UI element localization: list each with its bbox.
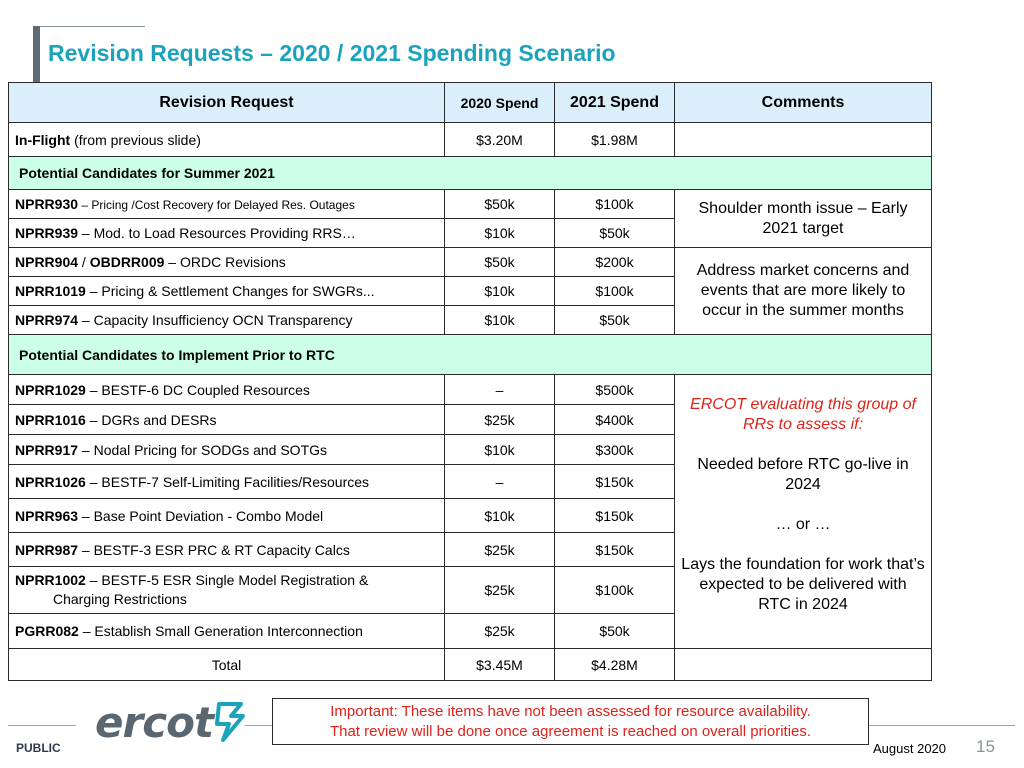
spend-2021: $200k — [555, 248, 675, 277]
spend-2021: $500k — [555, 375, 675, 405]
inflight-2020: $3.20M — [445, 123, 555, 157]
inflight-label: In-Flight — [15, 131, 71, 148]
total-2020: $3.45M — [445, 649, 555, 681]
comment-or: … or … — [775, 515, 831, 533]
rr-id: NPRR974 — [15, 312, 79, 328]
spend-2020: $10k — [445, 499, 555, 533]
comment-foundation: Lays the foundation for work that’s expected to be delivered with RTC in 2024 — [681, 555, 925, 613]
inflight-2021: $1.98M — [555, 123, 675, 157]
rr-id: NPRR939 — [15, 225, 79, 241]
comment-shoulder-month: Shoulder month issue – Early 2021 target — [675, 190, 932, 248]
header-2021-spend: 2021 Spend — [555, 83, 675, 123]
inflight-comment — [675, 123, 932, 157]
rr-desc: – Mod. to Load Resources Providing RRS… — [78, 225, 356, 241]
section-title: Potential Candidates for Summer 2021 — [9, 157, 932, 190]
rr-id: NPRR1026 — [15, 473, 86, 490]
page-title: Revision Requests – 2020 / 2021 Spending Scenario — [48, 40, 616, 66]
rr-id: NPRR904 — [15, 254, 79, 270]
page-number: 15 — [976, 737, 995, 756]
section-prior-to-rtc — [9, 335, 932, 375]
spend-2020: $10k — [445, 306, 555, 335]
spend-2020: $50k — [445, 248, 555, 277]
comment-rtc-group — [675, 375, 932, 649]
ercot-logo — [95, 697, 247, 747]
logo-wordmark: ercot — [95, 697, 214, 747]
spend-2021: $150k — [555, 465, 675, 499]
rr-id: PGRR082 — [15, 623, 79, 639]
total-label: Total — [9, 649, 445, 681]
rr-id: NPRR930 — [15, 196, 79, 212]
header-comments: Comments — [675, 83, 932, 123]
spend-2020: $10k — [445, 219, 555, 248]
rr-id: NPRR1029 — [15, 381, 86, 398]
spend-2021: $150k — [555, 499, 675, 533]
spend-2020: – — [445, 465, 555, 499]
title-accent-line — [40, 26, 145, 27]
rr-id: NPRR1016 — [15, 411, 86, 428]
spend-2020: – — [445, 375, 555, 405]
note-line-2: That review will be done once agreement is reached on overall priorities. — [329, 723, 812, 740]
table-row-inflight — [9, 123, 932, 157]
spend-2021: $50k — [555, 614, 675, 649]
comment-needed-before: Needed before RTC go-live in 2024 — [697, 455, 909, 493]
rr-desc: – Nodal Pricing for SODGs and SOTGs — [78, 441, 328, 458]
rr-desc-cont: Charging Restrictions — [53, 591, 187, 607]
rr-id: NPRR963 — [15, 507, 79, 524]
rr-desc: – Base Point Deviation - Combo Model — [78, 507, 324, 524]
spend-2021: $150k — [555, 533, 675, 567]
header-revision-request: Revision Request — [9, 83, 445, 123]
rr-id: NPRR987 — [15, 541, 79, 558]
total-comment — [675, 649, 932, 681]
rr-id2: OBDRR009 — [89, 254, 165, 270]
table-row — [9, 375, 932, 405]
footer-divider-left — [8, 725, 76, 726]
spending-table — [8, 82, 932, 681]
spend-2021: $400k — [555, 405, 675, 435]
spend-2020: $25k — [445, 533, 555, 567]
spend-2020: $10k — [445, 277, 555, 306]
rr-sep: / — [78, 254, 90, 270]
rr-desc: – BESTF-6 DC Coupled Resources — [85, 381, 310, 398]
spend-2020: $25k — [445, 614, 555, 649]
rr-desc: – Capacity Insufficiency OCN Transparency — [78, 312, 353, 328]
rr-id: NPRR1019 — [15, 283, 86, 299]
important-note — [272, 698, 869, 745]
rr-desc: – ORDC Revisions — [164, 254, 286, 270]
rr-desc: – BESTF-3 ESR PRC & RT Capacity Calcs — [78, 541, 350, 558]
rr-desc: – BESTF-5 ESR Single Model Registration & — [85, 572, 369, 588]
spend-2021: $50k — [555, 306, 675, 335]
spend-2020: $10k — [445, 435, 555, 465]
table-row — [9, 248, 932, 277]
inflight-label-rest: (from previous slide) — [70, 131, 201, 148]
rr-desc: – DGRs and DESRs — [85, 411, 217, 428]
rr-id: NPRR1002 — [15, 572, 86, 588]
spend-2020: $25k — [445, 405, 555, 435]
total-2021: $4.28M — [555, 649, 675, 681]
spend-2021: $100k — [555, 190, 675, 219]
rr-desc: – BESTF-7 Self-Limiting Facilities/Resources — [85, 473, 370, 490]
table-row-total — [9, 649, 932, 681]
section-title: Potential Candidates to Implement Prior to RTC — [9, 335, 932, 375]
note-line-1: Important: These items have not been assessed for resource availability. — [330, 703, 811, 720]
spend-2020: $25k — [445, 567, 555, 614]
spend-2021: $300k — [555, 435, 675, 465]
spend-2021: $100k — [555, 567, 675, 614]
rr-desc: – Establish Small Generation Interconnection — [78, 623, 363, 639]
spend-2021: $100k — [555, 277, 675, 306]
spend-2021: $50k — [555, 219, 675, 248]
lightning-bolt-icon — [213, 700, 247, 744]
classification-label: PUBLIC — [16, 741, 61, 755]
footer-date: August 2020 — [873, 741, 947, 756]
table-row — [9, 190, 932, 219]
comment-evaluating: ERCOT evaluating this group of RRs to assess if: — [690, 395, 916, 433]
rr-desc: – Pricing /Cost Recovery for Delayed Res. Outages — [78, 198, 355, 212]
rr-id: NPRR917 — [15, 441, 79, 458]
rr-desc: – Pricing & Settlement Changes for SWGRs... — [85, 283, 375, 299]
table-header-row — [9, 83, 932, 123]
title-accent-bar — [33, 26, 40, 82]
spend-2020: $50k — [445, 190, 555, 219]
comment-summer-concerns: Address market concerns and events that are more likely to occur in the summer months — [675, 248, 932, 335]
section-summer-2021 — [9, 157, 932, 190]
header-2020-spend: 2020 Spend — [445, 83, 555, 123]
